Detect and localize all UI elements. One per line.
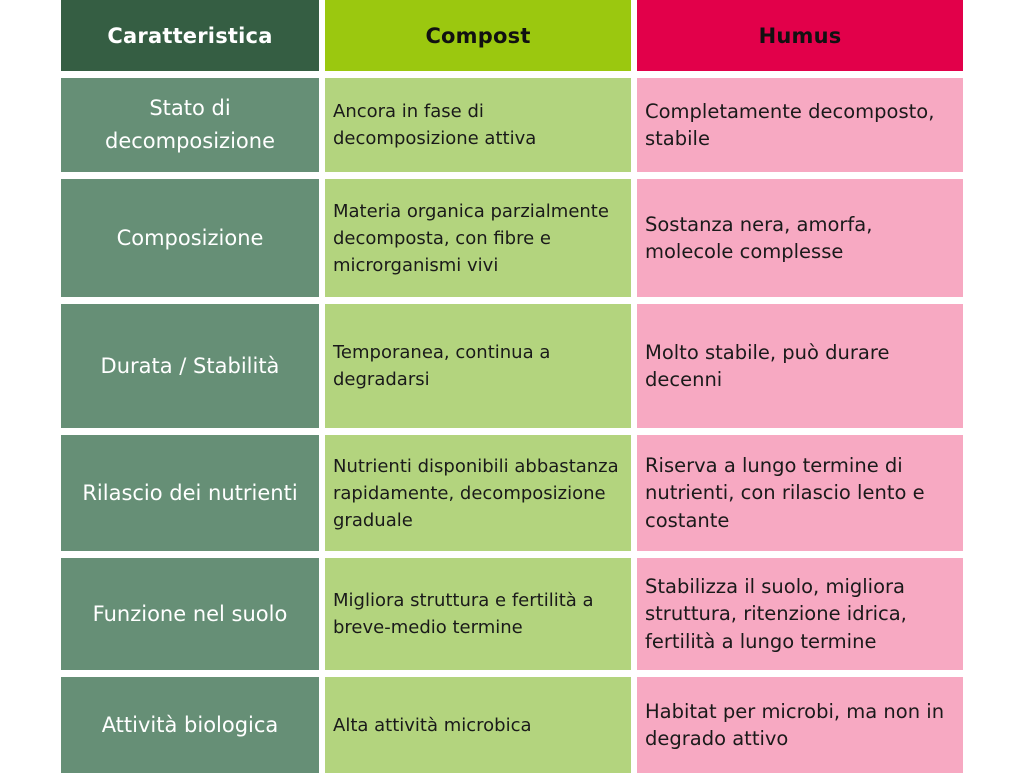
row-label-text: Attività biologica (101, 712, 279, 737)
humus-cell-text: Completamente decomposto, stabile (645, 99, 935, 150)
row-label (61, 78, 319, 172)
compost-cell (325, 677, 631, 773)
compost-cell (325, 435, 631, 551)
humus-cell-text: Molto stabile, può durare decenni (645, 340, 890, 391)
humus-cell-text: Stabilizza il suolo, migliora struttura, ritenzione idrica, fertilità a lungo termine (645, 574, 907, 653)
row-label-text: Composizione (116, 225, 264, 250)
compost-cell (325, 78, 631, 172)
compost-cell-text: Materia organica parzialmente decomposta, con fibre e microrganismi vivi (333, 200, 609, 276)
comparison-table (61, 0, 963, 768)
header-humus: Humus (637, 0, 963, 71)
compost-cell (325, 179, 631, 297)
row-label (61, 677, 319, 773)
compost-cell-text: Temporanea, continua a degradarsi (333, 342, 551, 390)
humus-cell-text: Sostanza nera, amorfa, molecole complesse (645, 212, 873, 263)
row-label (61, 435, 319, 551)
humus-cell-text: Riserva a lungo termine di nutrienti, con rilascio lento e costante (645, 453, 925, 532)
header-compost: Compost (325, 0, 631, 71)
humus-cell (637, 179, 963, 297)
row-label-text: Funzione nel suolo (92, 601, 288, 626)
row-label (61, 179, 319, 297)
humus-cell (637, 558, 963, 670)
row-label-text: Stato di decomposizione (105, 96, 275, 153)
humus-cell (637, 304, 963, 428)
row-label-text: Durata / Stabilità (100, 353, 280, 378)
compost-cell (325, 558, 631, 670)
compost-cell-text: Nutrienti disponibili abbastanza rapidamente, decomposizione graduale (333, 455, 619, 531)
row-label (61, 304, 319, 428)
header-feature: Caratteristica (61, 0, 319, 71)
humus-cell (637, 78, 963, 172)
compost-cell-text: Ancora in fase di decomposizione attiva (333, 101, 537, 149)
humus-cell (637, 677, 963, 773)
humus-cell (637, 435, 963, 551)
compost-cell (325, 304, 631, 428)
row-label-text: Rilascio dei nutrienti (82, 480, 298, 505)
compost-cell-text: Alta attività microbica (333, 714, 532, 736)
humus-cell-text: Habitat per microbi, ma non in degrado attivo (645, 699, 945, 750)
row-label (61, 558, 319, 670)
compost-cell-text: Migliora struttura e fertilità a breve-medio termine (333, 590, 594, 638)
